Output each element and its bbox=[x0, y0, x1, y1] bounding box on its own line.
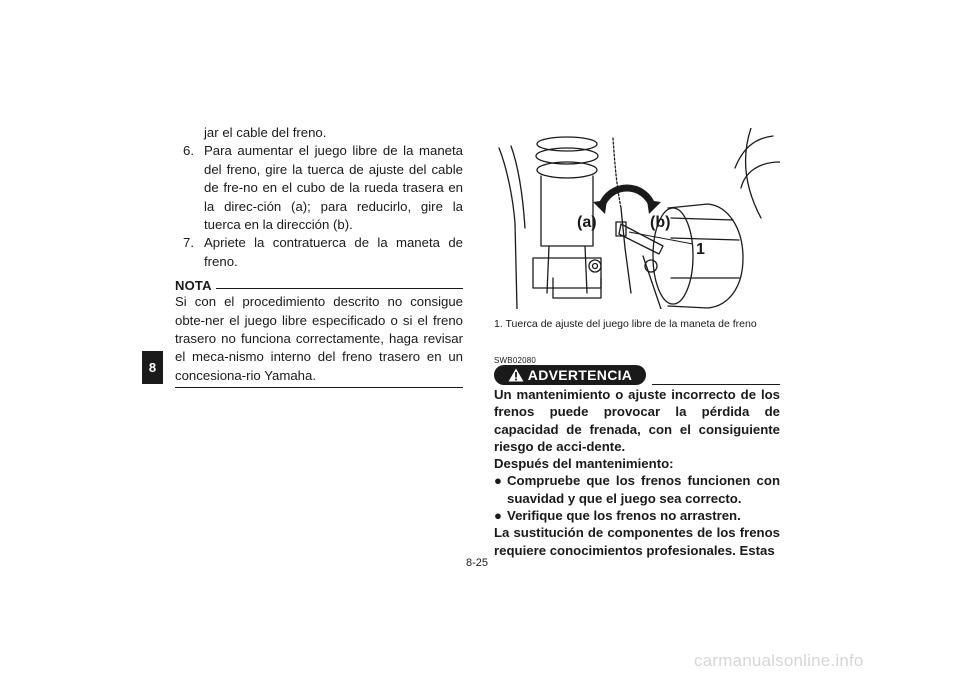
intro-text: jar el cable del freno. bbox=[204, 125, 327, 140]
warning-body bbox=[494, 386, 780, 559]
cable-rod bbox=[621, 208, 631, 293]
bullet-dot-icon: ● bbox=[494, 473, 502, 489]
brake-adjustment-figure bbox=[493, 128, 780, 309]
bullet-dot-icon: ● bbox=[494, 508, 502, 524]
wheel-rim bbox=[735, 136, 780, 188]
bullet-text: Verifique que los frenos no arrastren. bbox=[507, 508, 741, 524]
frame-inner bbox=[511, 146, 525, 228]
chapter-tab bbox=[142, 351, 163, 384]
warning-rule bbox=[652, 384, 780, 385]
figure-caption: 1. Tuerca de ajuste del juego libre de la maneta de freno bbox=[494, 318, 757, 330]
nota-header bbox=[175, 275, 463, 293]
warning-bullet bbox=[494, 507, 780, 524]
nota-end-rule bbox=[175, 387, 463, 388]
step-text: Para aumentar el juego libre de la maneta del freno, gire la tuerca de ajuste del cable de fre-no en el cubo de la rueda trasera en la direc-ción (a); para reducirlo, gire la tuerca en la dirección (b). bbox=[204, 143, 463, 233]
brake-cable bbox=[613, 138, 621, 208]
nota-title: NOTA bbox=[175, 278, 212, 294]
shock-body bbox=[541, 176, 593, 246]
step-6 bbox=[175, 142, 463, 234]
label-a: (a) bbox=[577, 214, 597, 231]
warning-closing: La sustitución de componentes de los frenos requiere conocimientos profesionales. Estas bbox=[494, 525, 780, 558]
nota-text: Si con el procedimiento descrito no consigue obte-ner el juego libre especificado o si el freno trasero no funciona correctamente, haga revisar el meca-nismo interno del freno trasero en un concesiona-rio Yamaha. bbox=[175, 294, 463, 383]
step-number: 6. bbox=[183, 143, 194, 159]
footer-watermark: carmanualsonline.info bbox=[694, 651, 864, 670]
step-number: 7. bbox=[183, 235, 194, 251]
frame-outline bbox=[499, 148, 517, 309]
spring-coil-1 bbox=[537, 137, 597, 151]
warning-code: SWB02080 bbox=[494, 356, 537, 365]
step-text: Apriete la contratuerca de la maneta de freno. bbox=[204, 235, 463, 269]
warning-badge bbox=[494, 365, 646, 385]
drum-lines bbox=[671, 218, 739, 278]
warning-triangle-icon bbox=[508, 368, 524, 382]
shock-bolt bbox=[589, 260, 601, 272]
wheel-outer bbox=[746, 128, 761, 218]
warning-header bbox=[494, 365, 780, 385]
callout-number: 1 bbox=[696, 241, 705, 258]
rotation-arc bbox=[601, 188, 653, 208]
left-column bbox=[175, 124, 463, 388]
nota-rule bbox=[216, 288, 463, 289]
warning-bullet bbox=[494, 472, 780, 507]
warning-title: ADVERTENCIA bbox=[527, 367, 633, 383]
arrow-right-head bbox=[647, 200, 661, 214]
chapter-number: 8 bbox=[148, 360, 157, 375]
shock-bolt-inner bbox=[593, 264, 598, 269]
step-7 bbox=[175, 234, 463, 271]
warning-intro: Un mantenimiento o ajuste incorrecto de los frenos puede provocar la pérdida de capacidad de frenada, con el consiguiente riesgo de acci-dente. bbox=[494, 387, 780, 454]
page-number: 8-25 bbox=[466, 557, 489, 569]
warning-after-label: Después del mantenimiento: bbox=[494, 456, 674, 472]
label-b: (b) bbox=[650, 214, 671, 231]
bullet-text: Compruebe que los frenos funcionen con suavidad y que el juego sea correcto. bbox=[507, 473, 780, 506]
arrow-left-head bbox=[593, 200, 607, 214]
